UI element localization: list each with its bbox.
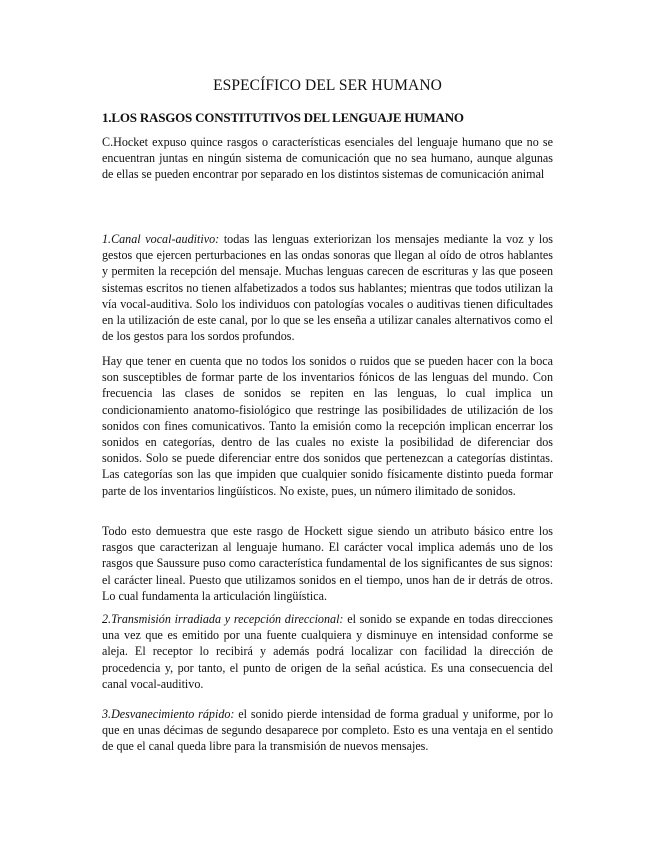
paragraph-rasgo-hockett: [102, 523, 553, 604]
paragraph-desvanecimiento-rapido: [102, 706, 553, 755]
paragraph-text: el sonido se expande en todas direcciones una vez que es emitido por una fuente cualquiera y disminuye en intensidad conforme se aleja. El receptor lo recibirá y además podrá localizar con facilidad la dirección de procedencia y, por tanto, el punto de origen de la señal acústica. Es una consecuencia del canal vocal-auditivo.: [102, 612, 553, 691]
page-title: ESPECÍFICO DEL SER HUMANO: [213, 77, 442, 94]
paragraph-text: todas las lenguas exteriorizan los mensajes mediante la voz y los gestos que ejercen perturbaciones en las ondas sonoras que llegan al oído de otros hablantes y permiten la recepción del mensaje. Muchas lenguas carecen de escrituras y las que poseen sistemas escritos no tienen alfabetizados a todos sus hablantes; mientras que todos utilizan la vía vocal-auditiva. Solo los individuos con patologías vocales o auditivas tienen dificultades en la utilización de este canal, por lo que se les enseña a utilizar canales alternativos como el de los gestos para los sordos profundos.: [102, 232, 554, 344]
paragraph-lead: 3.Desvanecimiento rápido:: [102, 707, 235, 721]
paragraph-text: el sonido pierde intensidad de forma gradual y uniforme, por lo que en unas décimas de segundo desaparece por completo. Esto es una ventaja en el sentido de que el canal queda libre para la transmisión de nuevos mensajes.: [102, 707, 553, 754]
paragraph-sonidos: [102, 353, 553, 499]
paragraph-text: C.Hocket expuso quince rasgos o características esenciales del lenguaje humano que no se encuentran juntas en ningún sistema de comunicación que no sea humano, aunque algunas de ellas se pueden encontrar por separado en los distintos sistemas de comunicación animal: [102, 135, 553, 182]
paragraph-intro: [102, 134, 553, 183]
paragraph-text: Todo esto demuestra que este rasgo de Hockett sigue siendo un atributo básico entre los rasgos que caracterizan al lenguaje humano. El carácter vocal implica además uno de los rasgos que Saussure puso como característica fundamental de los significantes de sus signos: el carácter lineal. Puesto que utilizamos sonidos en el tiempo, unos han de ir detrás de otros. Lo cual fundamenta la articulación lingüística.: [102, 524, 553, 603]
section-heading: 1.LOS RASGOS CONSTITUTIVOS DEL LENGUAJE HUMANO: [102, 110, 464, 125]
paragraph-lead: 1.Canal vocal-auditivo:: [102, 232, 220, 246]
paragraph-transmision-irradiada: [102, 611, 553, 692]
paragraph-text: Hay que tener en cuenta que no todos los sonidos o ruidos que se pueden hacer con la boca son susceptibles de formar parte de los inventarios fónicos de las lenguas del mundo. Con frecuencia las clases de sonidos se repiten en las lenguas, lo cual implica un condicionamiento anatomo-fisiológico que restringe las posibilidades de utilización de los sonidos con fines comunicativos. Tanto la emisión como la recepción implican encerrar los sonidos en categorías, dentro de las cuales no existe la posibilidad de diferenciar dos sonidos. Solo se puede diferenciar entre dos sonidos que pertenezcan a categorías distintas. Las categorías son las que impiden que cualquier sonido físicamente distinto pueda formar parte de los inventarios lingüísticos. No existe, pues, un número ilimitado de sonidos.: [102, 354, 553, 498]
paragraph-lead: 2.Transmisión irradiada y recepción direccional:: [102, 612, 344, 626]
paragraph-canal-vocal-auditivo: [102, 231, 553, 344]
